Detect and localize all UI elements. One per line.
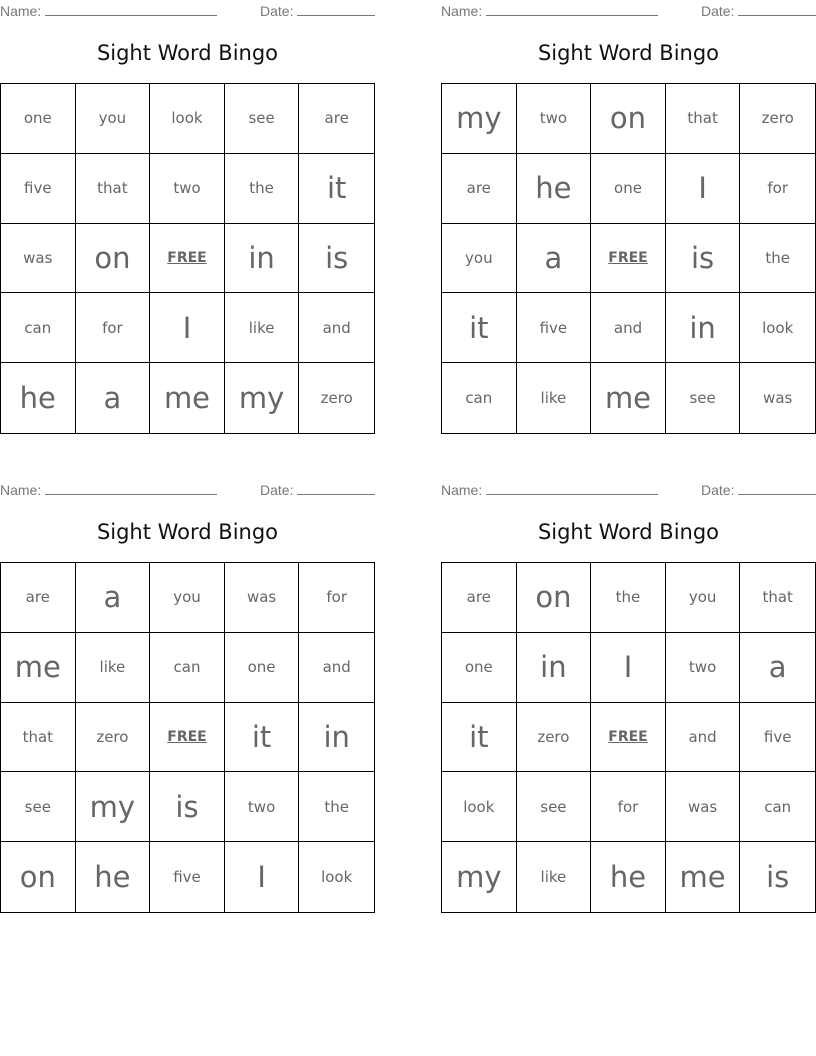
bingo-cell[interactable]: me <box>150 363 225 433</box>
bingo-cell[interactable]: that <box>1 703 76 773</box>
date-blank-line[interactable] <box>297 3 375 16</box>
bingo-cell[interactable]: five <box>517 293 592 363</box>
bingo-cell[interactable]: a <box>76 563 151 633</box>
bingo-cell[interactable]: on <box>517 563 592 633</box>
bingo-cell[interactable]: it <box>225 703 300 773</box>
bingo-cell[interactable]: he <box>517 154 592 224</box>
free-space-cell[interactable]: FREE <box>150 224 225 294</box>
bingo-cell[interactable]: it <box>442 293 517 363</box>
bingo-cell[interactable]: was <box>225 563 300 633</box>
bingo-cell[interactable]: for <box>591 772 666 842</box>
bingo-cell[interactable]: you <box>666 563 741 633</box>
bingo-cell[interactable]: zero <box>76 703 151 773</box>
bingo-cell[interactable]: my <box>442 84 517 154</box>
bingo-cell[interactable]: in <box>517 633 592 703</box>
bingo-cell[interactable]: was <box>666 772 741 842</box>
bingo-cell[interactable]: two <box>150 154 225 224</box>
bingo-cell[interactable]: see <box>517 772 592 842</box>
bingo-cell[interactable]: zero <box>740 84 815 154</box>
bingo-cell[interactable]: it <box>442 703 517 773</box>
free-space-cell[interactable]: FREE <box>591 703 666 773</box>
bingo-cell[interactable]: two <box>666 633 741 703</box>
card-title: Sight Word Bingo <box>96 520 279 544</box>
bingo-cell[interactable]: are <box>299 84 374 154</box>
bingo-cell[interactable]: like <box>517 363 592 433</box>
bingo-cell[interactable]: like <box>517 842 592 912</box>
bingo-cell[interactable]: my <box>225 363 300 433</box>
bingo-cell[interactable]: is <box>766 860 790 895</box>
bingo-cell[interactable]: I <box>225 842 300 912</box>
bingo-cell[interactable]: in <box>666 293 741 363</box>
bingo-cell[interactable]: he <box>1 363 76 433</box>
bingo-cell[interactable]: five <box>1 154 76 224</box>
bingo-cell[interactable]: was <box>1 224 76 294</box>
bingo-cell[interactable]: you <box>150 563 225 633</box>
bingo-cell[interactable]: one <box>225 633 300 703</box>
bingo-cell[interactable]: five <box>150 842 225 912</box>
bingo-cell[interactable]: it <box>299 154 374 224</box>
bingo-cell[interactable]: my <box>442 842 517 912</box>
date-blank-line[interactable] <box>297 482 375 495</box>
date-blank-line[interactable] <box>738 3 816 16</box>
bingo-cell[interactable]: like <box>225 293 300 363</box>
date-blank-line[interactable] <box>738 482 816 495</box>
bingo-cell[interactable]: in <box>299 703 374 773</box>
card-title: Sight Word Bingo <box>96 41 279 65</box>
bingo-cell[interactable]: the <box>740 224 815 294</box>
bingo-cell[interactable]: on <box>1 842 76 912</box>
bingo-cell[interactable]: on <box>76 224 151 294</box>
bingo-cell[interactable]: I <box>666 154 741 224</box>
bingo-cell[interactable]: the <box>225 154 300 224</box>
name-label: Name: <box>441 482 483 498</box>
bingo-cell[interactable]: on <box>591 84 666 154</box>
name-field[interactable] <box>441 482 658 498</box>
name-blank-line[interactable] <box>486 482 658 495</box>
date-field[interactable] <box>701 482 816 498</box>
bingo-grid <box>0 83 375 434</box>
bingo-cell[interactable]: the <box>591 563 666 633</box>
bingo-cell[interactable]: I <box>591 633 666 703</box>
bingo-cell[interactable]: can <box>740 772 815 842</box>
free-space-cell[interactable]: FREE <box>591 224 666 294</box>
bingo-grid <box>441 83 816 434</box>
bingo-cell[interactable]: can <box>1 293 76 363</box>
bingo-cell[interactable]: like <box>76 633 151 703</box>
bingo-cell[interactable]: for <box>299 563 374 633</box>
name-label: Name: <box>441 3 483 19</box>
bingo-cell[interactable]: was <box>763 389 793 408</box>
name-label: Name: <box>0 3 42 19</box>
date-label: Date: <box>260 3 294 19</box>
bingo-card <box>0 0 375 434</box>
bingo-cell[interactable]: for <box>740 154 815 224</box>
bingo-cell[interactable]: in <box>225 224 300 294</box>
bingo-cell[interactable]: can <box>150 633 225 703</box>
name-blank-line[interactable] <box>45 3 217 16</box>
bingo-cell[interactable]: are <box>1 563 76 633</box>
bingo-cell[interactable]: zero <box>517 703 592 773</box>
bingo-cell[interactable]: and <box>299 293 374 363</box>
bingo-cell[interactable]: can <box>442 363 517 433</box>
bingo-cell[interactable]: me <box>1 633 76 703</box>
name-blank-line[interactable] <box>486 3 658 16</box>
bingo-cell[interactable]: my <box>76 772 151 842</box>
bingo-cell[interactable]: look <box>740 293 815 363</box>
name-field[interactable] <box>441 3 658 19</box>
bingo-cell[interactable]: for <box>76 293 151 363</box>
date-field[interactable] <box>260 482 375 498</box>
bingo-cell[interactable]: is <box>299 224 374 294</box>
name-label: Name: <box>0 482 42 498</box>
bingo-cell[interactable]: one <box>1 84 76 154</box>
free-space-cell[interactable]: FREE <box>150 703 225 773</box>
bingo-cell[interactable]: me <box>591 363 666 433</box>
bingo-cell[interactable]: look <box>150 84 225 154</box>
bingo-cell[interactable]: and <box>666 703 741 773</box>
bingo-card <box>441 0 816 434</box>
date-field[interactable] <box>701 3 816 19</box>
bingo-grid <box>0 562 375 913</box>
bingo-cell[interactable]: one <box>591 154 666 224</box>
bingo-cell[interactable]: you <box>442 224 517 294</box>
bingo-cell[interactable]: he <box>591 842 666 912</box>
bingo-cell[interactable]: two <box>517 84 592 154</box>
bingo-cell[interactable]: one <box>442 633 517 703</box>
bingo-cell[interactable]: that <box>740 563 815 633</box>
card-title: Sight Word Bingo <box>537 41 720 65</box>
bingo-cell[interactable]: you <box>76 84 151 154</box>
date-label: Date: <box>701 482 735 498</box>
bingo-cell[interactable]: are <box>442 563 517 633</box>
bingo-cell[interactable]: is <box>666 224 741 294</box>
bingo-cell[interactable]: he <box>76 842 151 912</box>
name-field[interactable] <box>0 482 217 498</box>
bingo-cell[interactable]: and <box>299 633 374 703</box>
bingo-grid <box>441 562 816 913</box>
name-blank-line[interactable] <box>45 482 217 495</box>
date-label: Date: <box>701 3 735 19</box>
bingo-cell[interactable]: I <box>150 293 225 363</box>
bingo-card <box>441 479 816 913</box>
bingo-cell[interactable]: look <box>321 868 353 887</box>
bingo-cell[interactable]: are <box>442 154 517 224</box>
date-label: Date: <box>260 482 294 498</box>
bingo-cell[interactable]: see <box>666 363 741 433</box>
card-title: Sight Word Bingo <box>537 520 720 544</box>
bingo-card <box>0 479 375 913</box>
bingo-cell[interactable]: zero <box>320 389 353 408</box>
bingo-cell[interactable]: two <box>225 772 300 842</box>
bingo-cell[interactable]: is <box>150 772 225 842</box>
bingo-cell[interactable]: a <box>517 224 592 294</box>
bingo-cell[interactable]: see <box>1 772 76 842</box>
bingo-cell[interactable]: me <box>666 842 741 912</box>
bingo-cell[interactable]: five <box>740 703 815 773</box>
name-field[interactable] <box>0 3 217 19</box>
bingo-cell[interactable]: a <box>76 363 151 433</box>
bingo-cell[interactable]: that <box>666 84 741 154</box>
bingo-cell[interactable]: see <box>225 84 300 154</box>
bingo-cell[interactable]: and <box>591 293 666 363</box>
bingo-cell[interactable]: the <box>299 772 374 842</box>
bingo-cell[interactable]: look <box>442 772 517 842</box>
date-field[interactable] <box>260 3 375 19</box>
bingo-cell[interactable]: that <box>76 154 151 224</box>
bingo-cell[interactable]: a <box>740 633 815 703</box>
